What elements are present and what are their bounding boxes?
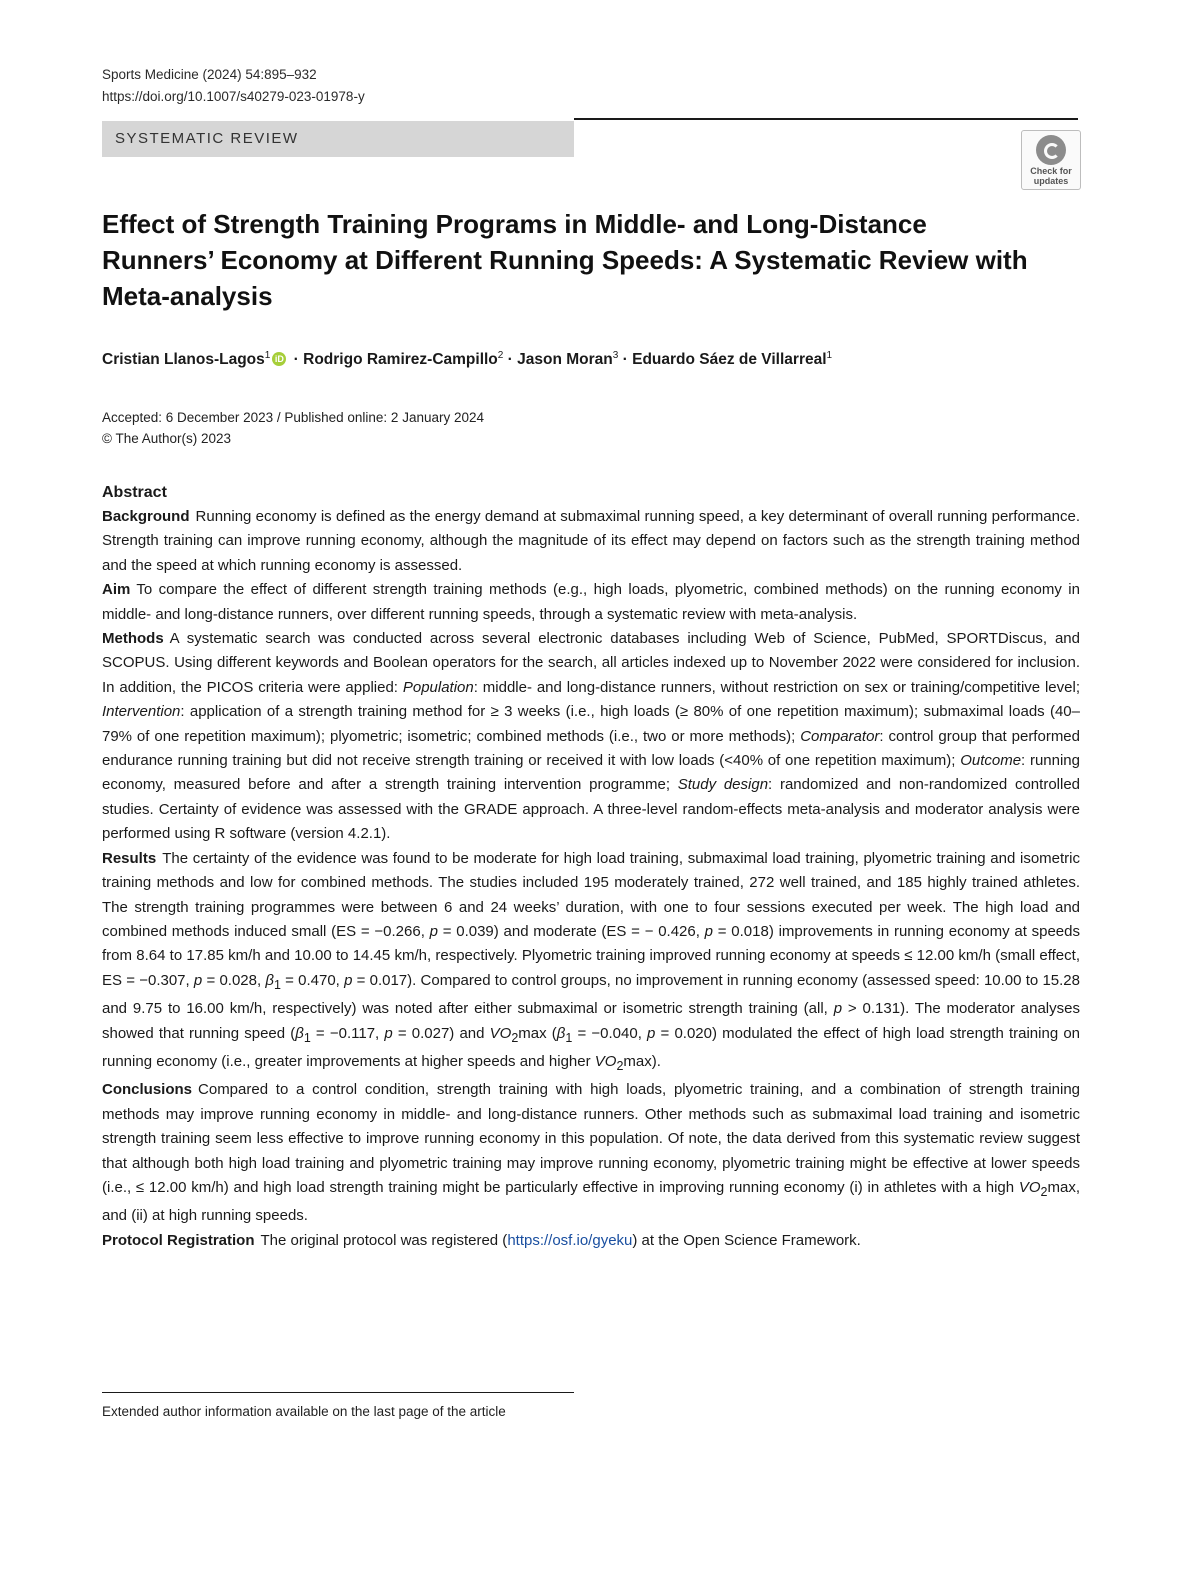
p-symbol: p: [344, 971, 353, 989]
beta-symbol: β: [295, 1024, 304, 1042]
results-text: = 0.027) and: [392, 1024, 490, 1042]
protocol-label: Protocol Registration: [102, 1231, 255, 1249]
conclusions-text: max, and (ii) at high running speeds.: [102, 1178, 1080, 1225]
protocol-text: ) at the Open Science Framework.: [632, 1231, 861, 1249]
vo-symbol: VO: [489, 1024, 512, 1042]
footnote-rule: [102, 1392, 574, 1393]
beta-subscript: 1: [565, 1030, 573, 1045]
methods-text: : running economy, measured before and after a strength training intervention programme;: [102, 752, 1080, 794]
abstract-aim: [102, 578, 1080, 627]
results-text: = 0.470,: [280, 971, 345, 989]
methods-italic: Population: [402, 678, 474, 696]
author-separator: ·: [622, 351, 628, 369]
beta-subscript: 1: [303, 1030, 311, 1045]
protocol-text: The original protocol was registered (: [260, 1231, 508, 1249]
vo-symbol: VO: [1018, 1178, 1041, 1196]
header-rule: [574, 118, 1078, 120]
p-symbol: p: [429, 922, 438, 940]
beta-symbol: β: [556, 1024, 566, 1042]
section-band: [102, 121, 574, 157]
publication-dates: [102, 407, 484, 449]
copyright-notice: © The Author(s) 2023: [102, 431, 232, 446]
beta-subscript: 1: [273, 977, 281, 992]
vo-subscript: 2: [616, 1058, 624, 1073]
results-text: = −0.040,: [572, 1024, 648, 1042]
methods-text: : randomized and non-randomized controlled studies. Certainty of evidence was assessed with the GRADE approach. A three-level random-effects meta-analysis and moderator analysis were performed using R software (version 4.2.1).: [102, 776, 1081, 843]
author-name[interactable]: Cristian Llanos-Lagos: [102, 351, 265, 369]
methods-text: A systematic search was conducted across several electronic databases including Web of Science, PubMed, SPORTDiscus, and SCOPUS. Using different keywords and Boolean operators for the search, all articles indexed up to November 2022 were considered for inclusion. In addition, the PICOS criteria were applied:: [102, 630, 1080, 696]
beta-symbol: β: [265, 971, 274, 989]
footnote: Extended author information available on the last page of the article: [102, 1404, 506, 1419]
journal-header: [102, 64, 365, 108]
check-for-updates-icon: [1036, 135, 1066, 165]
author-name[interactable]: Rodrigo Ramirez-Campillo: [303, 351, 498, 369]
abstract-background: [102, 505, 1080, 578]
journal-citation: Sports Medicine (2024) 54:895–932: [102, 67, 317, 82]
vo-subscript: 2: [1040, 1184, 1048, 1199]
protocol-link[interactable]: https://osf.io/gyeku: [507, 1231, 633, 1249]
results-text: = 0.028,: [202, 971, 266, 989]
p-symbol: p: [193, 971, 203, 989]
section-label: SYSTEMATIC REVIEW: [115, 130, 299, 147]
author-name[interactable]: Jason Moran: [517, 351, 613, 369]
methods-italic: Intervention: [102, 703, 181, 721]
results-text: The certainty of the evidence was found to be moderate for high load training, submaximal load training, plyometric training and isometric training methods and low for combined methods. The studies included 195 moderately trained, 272 well trained, and 185 highly trained athletes. The strength training programmes were between 6 and 24 weeks’ duration, with one to four sessions executed per week. The high load and combined methods induced small (ES = −0.266,: [102, 849, 1080, 940]
p-symbol: p: [647, 1024, 656, 1042]
results-text: max).: [623, 1052, 661, 1070]
aim-label: Aim: [102, 581, 131, 599]
p-symbol: p: [384, 1024, 393, 1042]
background-text: Running economy is defined as the energy demand at submaximal running speed, a key determinant of overall running performance. Strength training can improve running economy, although the magnitude of its effect may depend on factors such as the strength training method and the speed at which running economy is assessed.: [102, 508, 1080, 574]
aim-text: To compare the effect of different strength training methods (e.g., high loads, plyometric, combined methods) on the running economy in middle- and long-distance runners, over different running speeds, through a systematic review with meta-analysis.: [102, 581, 1080, 623]
check-for-updates-text: Check for updates: [1030, 166, 1072, 186]
conclusions-label: Conclusions: [102, 1081, 193, 1099]
p-symbol: p: [833, 1000, 843, 1018]
author-affiliation: 2: [497, 350, 504, 361]
background-label: Background: [102, 508, 190, 525]
author-affiliation: 3: [612, 350, 619, 361]
author-separator: ·: [507, 351, 513, 369]
results-label: Results: [102, 849, 157, 867]
accepted-published-date: Accepted: 6 December 2023 / Published online: 2 January 2024: [102, 410, 485, 425]
results-text: max (: [518, 1024, 557, 1042]
vo-subscript: 2: [511, 1030, 519, 1045]
author-name[interactable]: Eduardo Sáez de Villarreal: [632, 351, 827, 369]
conclusions-text: Compared to a control condition, strength training with high loads, plyometric training, and a combination of strength training methods may improve running economy in middle- and long-distance runners. Other methods such as submaximal load training and isometric strength training seem less effective to improve running economy in this population. Of note, the data derived from this systematic review suggest that although both high load training and plyometric training may improve running economy, plyometric training might be effective at lower speeds (i.e., ≤ 12.00 km/h) and high load strength training might be particularly effective in improving running economy (i) in athletes with a high: [102, 1081, 1080, 1196]
methods-text: : middle- and long-distance runners, without restriction on sex or training/competitive level;: [473, 678, 1080, 696]
author-separator: ·: [293, 351, 299, 369]
methods-italic: Outcome: [960, 752, 1022, 770]
author-affiliation: 1: [264, 350, 271, 361]
results-text: = 0.018) improvements in running economy at speeds from 8.64 to 17.85 km/h and 10.00 to 14.45 km/h, respectively. Plyometric training improved running economy at speeds ≤ 12.00 km/h (small effect, ES = −0.307,: [102, 922, 1080, 989]
journal-doi[interactable]: https://doi.org/10.1007/s40279-023-01978-y: [102, 89, 365, 104]
abstract-results: [102, 847, 1080, 1079]
results-text: = 0.017). Compared to control groups, no improvement in running economy (assessed speed: 10.00 to 15.28 and 9.75 to 16.00 km/h, respectively) was noted after either submaximal or isometric strength training (all,: [102, 971, 1080, 1018]
results-text: = 0.039) and moderate (ES = − 0.426,: [437, 922, 705, 940]
abstract: [102, 481, 1080, 1253]
abstract-protocol: [102, 1229, 1080, 1253]
abstract-heading: Abstract: [102, 484, 167, 501]
author-list: [102, 350, 832, 369]
article-title: Effect of Strength Training Programs in Middle- and Long-Distance Runners’ Economy at Different Running Speeds: A Systematic Review with Meta-analysis: [102, 209, 1028, 311]
abstract-methods: [102, 627, 1080, 847]
results-text: > 0.131). The moderator analyses showed that running speed (: [102, 1000, 1080, 1042]
vo-symbol: VO: [594, 1052, 617, 1070]
abstract-conclusions: [102, 1078, 1080, 1228]
methods-text: : control group that performed endurance running training but did not receive strength training or received it with low loads (<40% of one repetition maximum);: [102, 727, 1080, 770]
check-for-updates-badge[interactable]: [1021, 130, 1081, 190]
methods-italic: Comparator: [800, 727, 880, 745]
p-symbol: p: [704, 922, 714, 940]
results-text: = −0.117,: [310, 1024, 385, 1042]
methods-label: Methods: [102, 630, 164, 648]
author-affiliation: 1: [826, 350, 833, 361]
methods-text: : application of a strength training method for ≥ 3 weeks (i.e., high loads (≥ 80% of one repetition maximum); submaximal loads (40–79% of one repetition maximum); plyometric; isometric; combined methods (i.e., two or more methods);: [102, 703, 1080, 745]
results-text: = 0.020) modulated the effect of high load strength training on running economy (i.e., greater improvements at higher speeds and higher: [102, 1024, 1081, 1070]
methods-italic: Study design: [677, 776, 769, 794]
orcid-icon[interactable]: iD: [272, 352, 286, 366]
